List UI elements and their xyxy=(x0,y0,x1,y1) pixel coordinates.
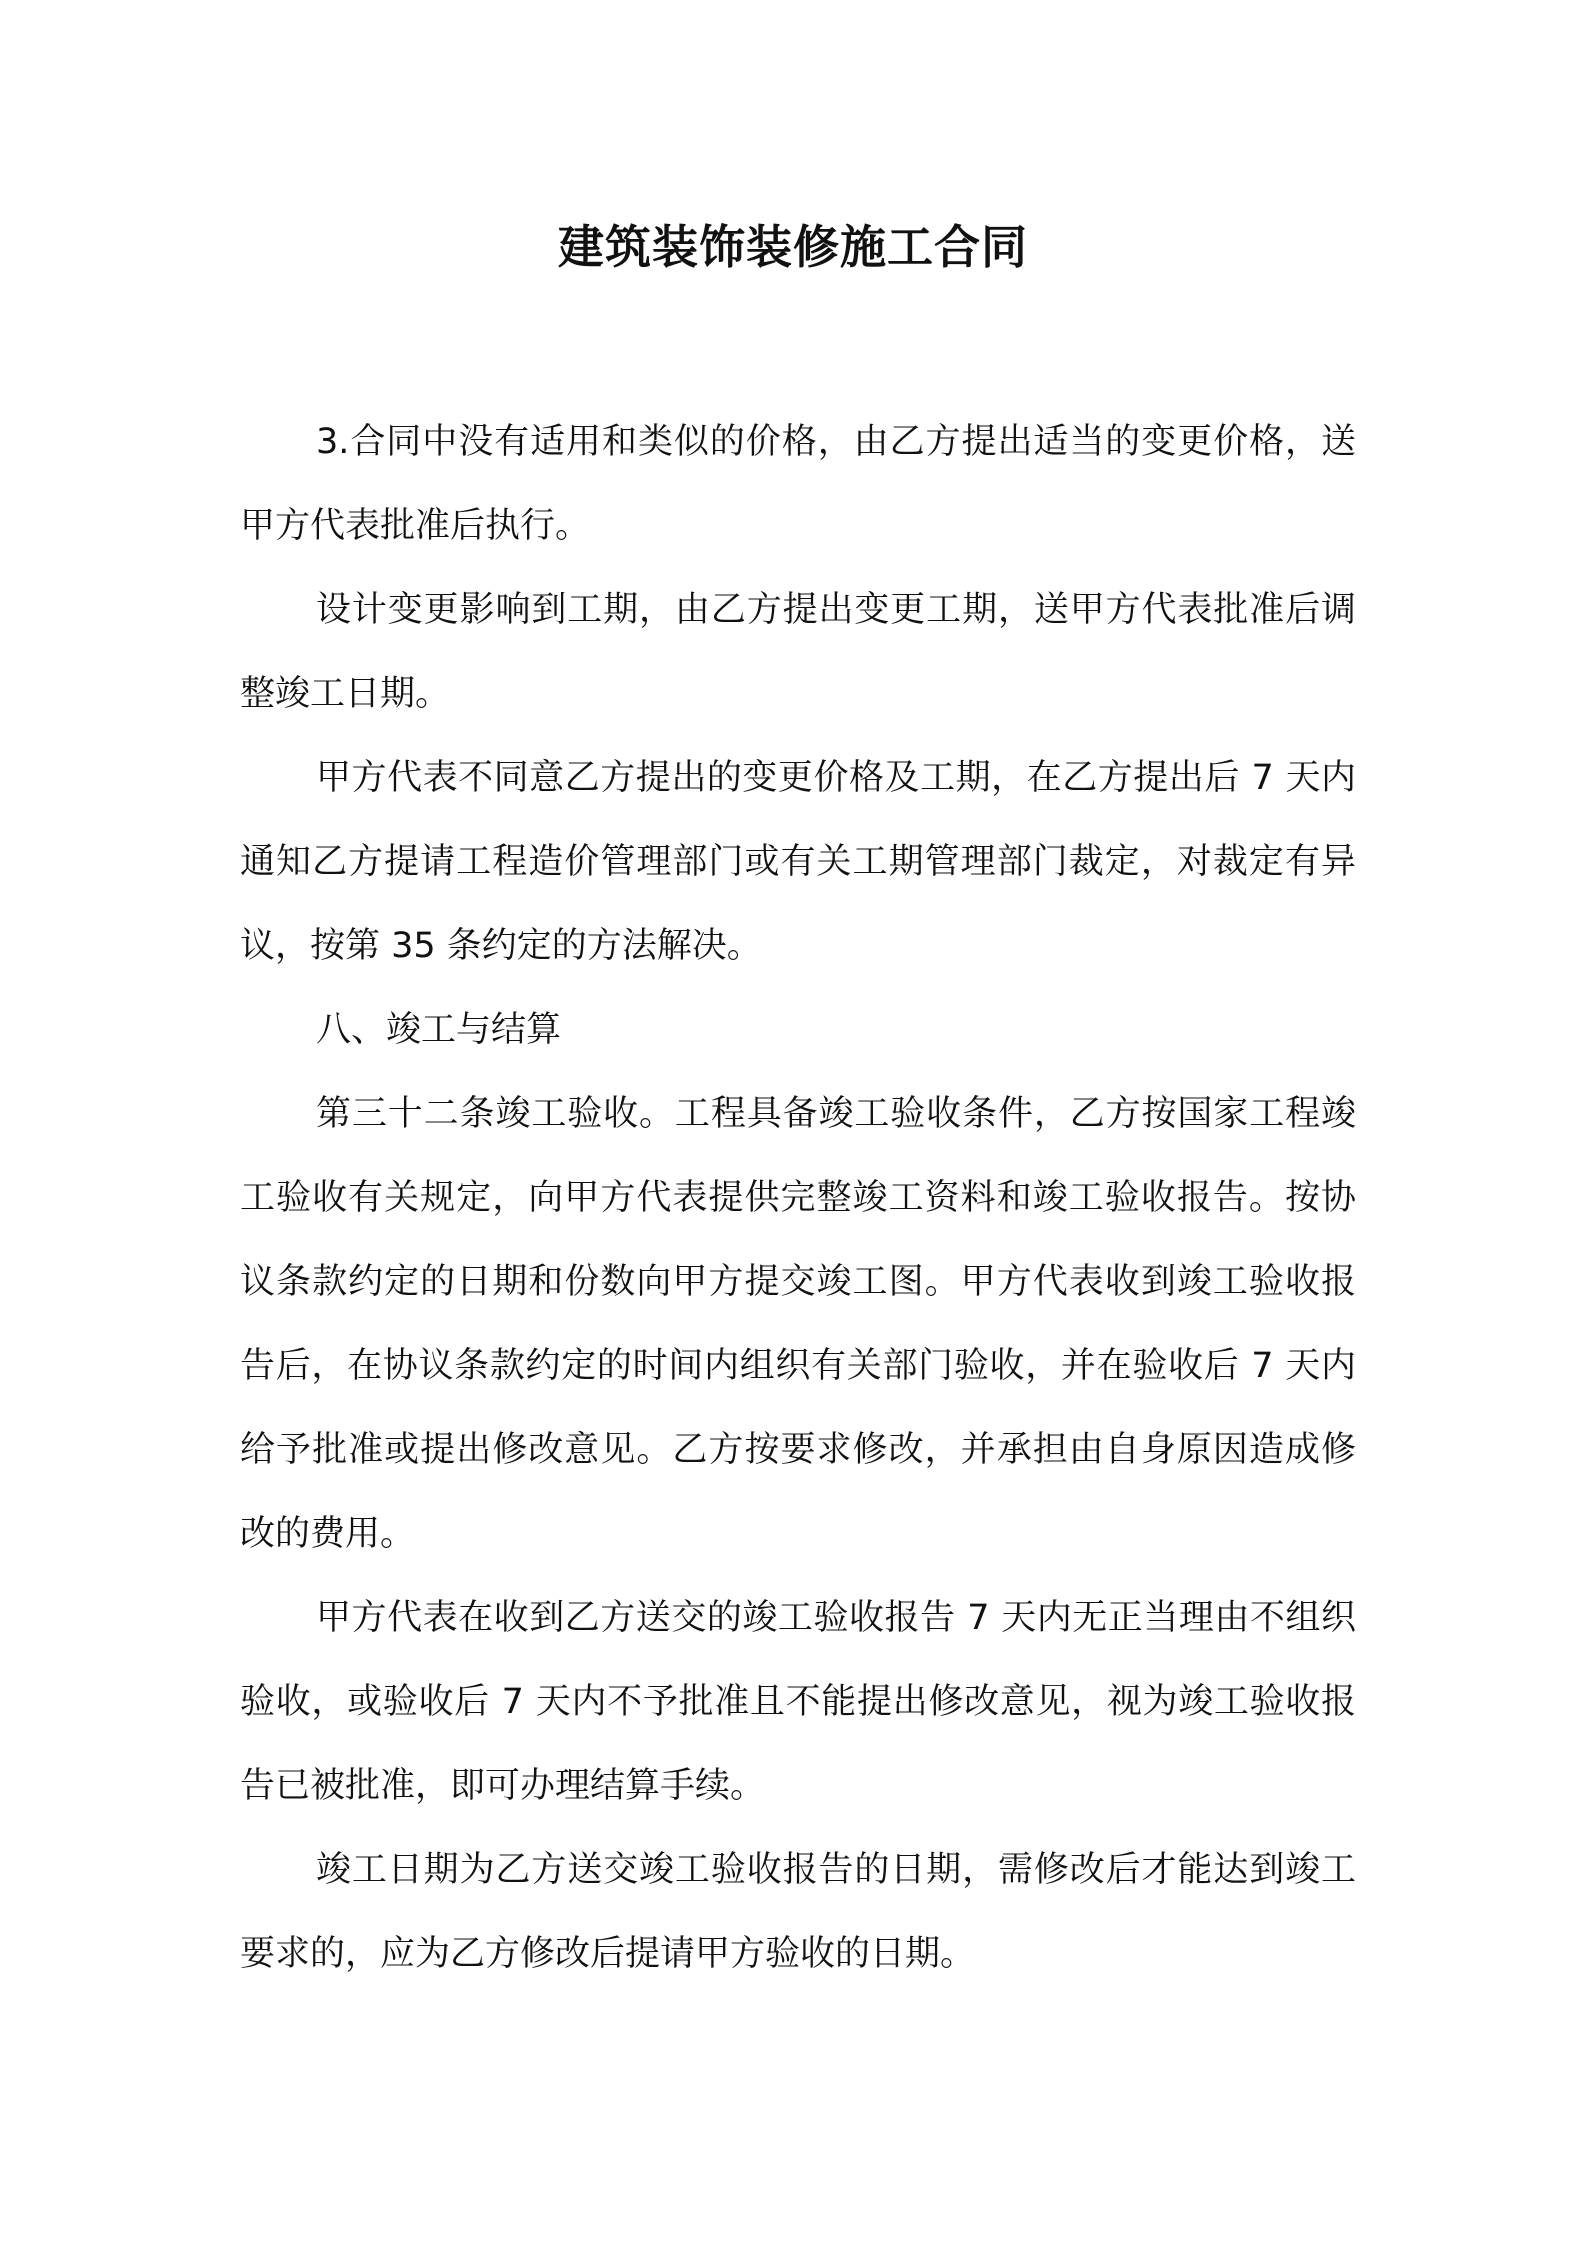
paragraph-dispute: 甲方代表不同意乙方提出的变更价格及工期，在乙方提出后 7 天内通知乙方提请工程造价管理部门或有关工期管理部门裁定，对裁定有异议，按第 35 条约定的方法解决。 xyxy=(240,758,1356,966)
paragraph-price-change: 3.合同中没有适用和类似的价格，由乙方提出适当的变更价格，送甲方代表批准后执行。 xyxy=(240,422,1356,546)
paragraph-acceptance-deemed: 甲方代表在收到乙方送交的竣工验收报告 7 天内无正当理由不组织验收，或验收后 7 天内不予批准且不能提出修改意见，视为竣工验收报告已被批准，即可办理结算手续。 xyxy=(240,1598,1356,1806)
document-title: 建筑装饰装修施工合同 xyxy=(558,220,1028,274)
paragraph-schedule-change: 设计变更影响到工期，由乙方提出变更工期，送甲方代表批准后调整竣工日期。 xyxy=(240,590,1356,714)
paragraph-completion-date: 竣工日期为乙方送交竣工验收报告的日期，需修改后才能达到竣工要求的，应为乙方修改后提请甲方验收的日期。 xyxy=(240,1850,1356,1974)
section-heading: 八、竣工与结算 xyxy=(316,1010,562,1050)
document-body xyxy=(240,400,1356,1996)
paragraph-article-32: 第三十二条竣工验收。工程具备竣工验收条件，乙方按国家工程竣工验收有关规定，向甲方代表提供完整竣工资料和竣工验收报告。按协议条款约定的日期和份数向甲方提交竣工图。甲方代表收到竣工验收报告后，在协议条款约定的时间内组织有关部门验收，并在验收后 7 天内给予批准或提出修改意见。乙方按要求修改，并承担由自身原因造成修改的费用。 xyxy=(240,1094,1356,1554)
